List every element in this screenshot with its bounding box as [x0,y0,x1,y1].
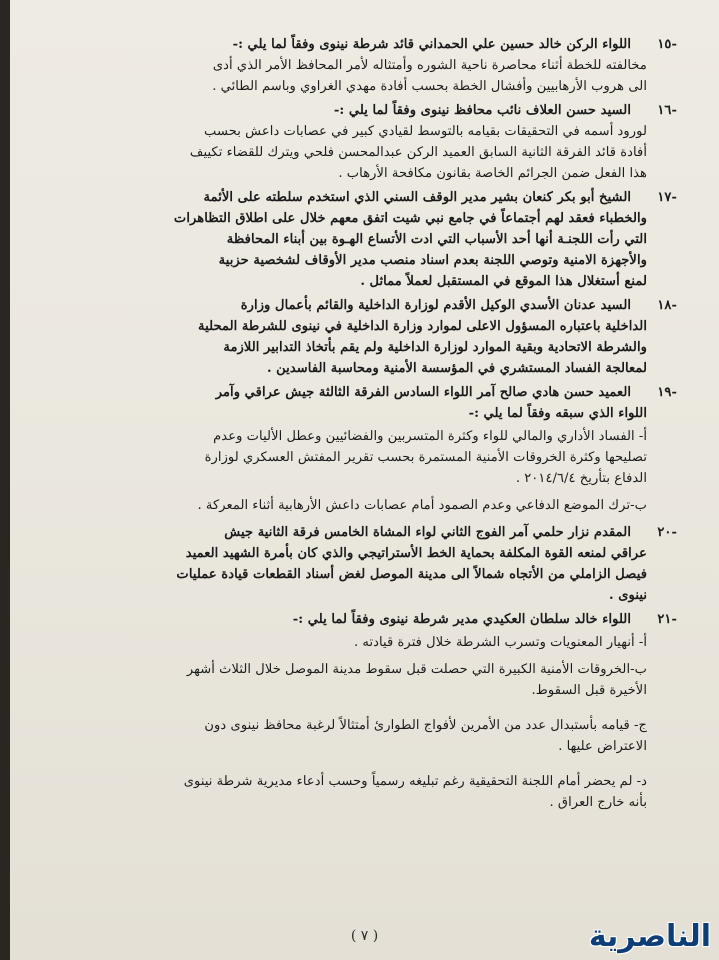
sub-clause-line: ب-ترك الموضع الدفاعي وعدم الصمود أمام عصابات داعش الأرهابية أثناء المعركة . [197,498,647,513]
sub-clause-line: أ- الفساد الأداري والمالي للواء وكثرة المتسربين والفضائيين وعطل الأليات وعدم [213,429,647,444]
sub-clause-line: الاعتراض عليها . [558,739,647,754]
clause-heading-text: اللواء خالد سلطان العكيدي مدير شرطة نينوى وفقاً لما يلي :- [292,612,631,627]
clause-number: -١٨ [657,298,677,313]
clause-line: الى هروب الأرهابيين وأفشال الخطة بحسب أفادة مهدي الغراوي وباسم الطائي . [212,79,647,94]
clause-line: هذا الفعل ضمن الجرائم الخاصة بقانون مكافحة الأرهاب . [338,166,647,181]
clause-line: والشرطة الاتحادية وبقية الموارد لوزارة الداخلية ولم يقم بأتخاذ التدابير اللازمة [223,340,647,355]
sub-clause [50,715,677,757]
sub-clause-line: د- لم يحضر أمام اللجنة التحقيقية رغم تبليغه رسمياً وحسب أدعاء مديرية شرطة نينوى [183,774,647,789]
clause-19 [50,382,677,516]
sub-clause-line: الأخيرة قبل السقوط. [531,683,647,698]
sub-clause-line: أ- أنهيار المعنويات وتسرب الشرطة خلال فترة قيادته . [354,635,647,650]
sub-clause [50,495,677,516]
sub-clause-line: تصليحها وكثرة الخروقات الأمنية المستمرة بحسب تقرير المفتش العسكري لوزارة [204,450,647,465]
clause-number: -٢٠ [657,525,677,540]
clause-18 [50,295,677,379]
clause-heading [50,382,677,403]
sub-clause-line: ج- قيامه بأستبدال عدد من الأمرين لأفواج الطوارئ أمتثالاً لرغبة محافظ نينوى دون [204,718,647,733]
document-page [10,0,719,960]
clause-number: -١٥ [657,37,677,52]
clause-heading [50,522,677,543]
clause-line: أفادة قائد الفرقة الثانية السابق العميد الركن عبدالمحسن فلحي ويترك للقضاء تكييف [189,145,647,160]
clause-number: -٢١ [657,612,677,627]
clause-heading-text: الشيخ أبو بكر كنعان بشير مدير الوقف السني الذي استخدم سلطته على الأئمة [203,190,631,205]
clause-line: التي رأت اللجنـة أنها أحد الأسباب التي ادت الأتساع الهـوة بين أبناء المحافظة [226,232,647,247]
clause-heading [50,609,677,630]
clause-line: لورود أسمه في التحقيقات بقيامه بالتوسط لقيادي كبير في عصابات داعش بحسب [204,124,647,139]
clause-line: مخالفته للخطة أثناء محاصرة ناحية الشوره وأمتثاله لأمر المحافظ الأمر الذي أدى [212,58,647,73]
clause-heading-text: المقدم نزار حلمي آمر الفوج الثاني لواء المشاة الخامس فرقة الثانية جيش [224,525,631,540]
sub-clause-line: الدفاع بتأريخ ٢٠١٤/٦/٤ . [515,471,647,486]
sub-clause [50,771,677,813]
clause-heading-text: اللواء الركن خالد حسين علي الحمداني قائد شرطة نينوى وفقاً لما يلي :- [232,37,631,52]
sub-clause [50,632,677,653]
document-body [50,34,677,819]
sub-clause-line: ب-الخروقات الأمنية الكبيرة التي حصلت قبل سقوط مدينة الموصل خلال الثلاث أشهر [186,662,647,677]
clause-heading [50,187,677,208]
clause-line: والخطباء فعقد لهم أجتماعاً في جامع نبي شيت اتفق معهم خلال على اطلاق التظاهرات [173,211,647,226]
clause-line: فيصل الزاملي من الأتجاه شمالاً الى مدينة الموصل لغض أسناد القطعات قيادة عمليات [176,567,647,582]
clause-line: والأجهزة الامنية وتوصي اللجنة بعدم اسناد منصب مدير الأوقاف لشخصية حزبية [218,253,647,268]
clause-16 [50,100,677,184]
clause-21 [50,609,677,813]
clause-number: -١٦ [657,103,677,118]
clause-heading-text: السيد عدنان الأسدي الوكيل الأقدم لوزارة الداخلية والقائم بأعمال وزارة [240,298,631,313]
clause-17 [50,187,677,292]
clause-number: -١٩ [657,385,677,400]
sub-clause-line: بأنه خارج العراق . [549,795,647,810]
page-number: ( ٧ ) [350,928,379,944]
sub-clause [50,659,677,701]
watermark-logo: الناصرية [588,919,711,954]
clause-number: -١٧ [657,190,677,205]
clause-20 [50,522,677,606]
clause-heading-text: العميد حسن هادي صالح آمر اللواء السادس الفرقة الثالثة جيش عراقي وآمر [215,385,631,400]
clause-heading [50,100,677,121]
clause-heading-text: السيد حسن العلاف نائب محافظ نينوى وفقاً لما يلي :- [333,103,631,118]
sub-clause [50,426,677,489]
clause-line: لمنع أستغلال هذا الموقع في المستقبل لعملاً مماثل . [360,274,647,289]
clause-line: الداخلية باعتباره المسؤول الاعلى لموارد وزارة الداخلية في نينوى للشرطة المحلية [198,319,647,334]
clause-line: عراقي لمنعه القوة المكلفة بحماية الخط الأستراتيجي والذي كان بأمرة الشهيد العميد [185,546,647,561]
clause-heading [50,34,677,55]
clause-15 [50,34,677,97]
clause-line: نينوى . [609,588,647,603]
clause-heading [50,295,677,316]
clause-line: اللواء الذي سبقه وفقاً لما يلي :- [468,406,647,421]
clause-line: لمعالجة الفساد المستشري في المؤسسة الأمنية ومحاسبة الفاسدين . [266,361,647,376]
